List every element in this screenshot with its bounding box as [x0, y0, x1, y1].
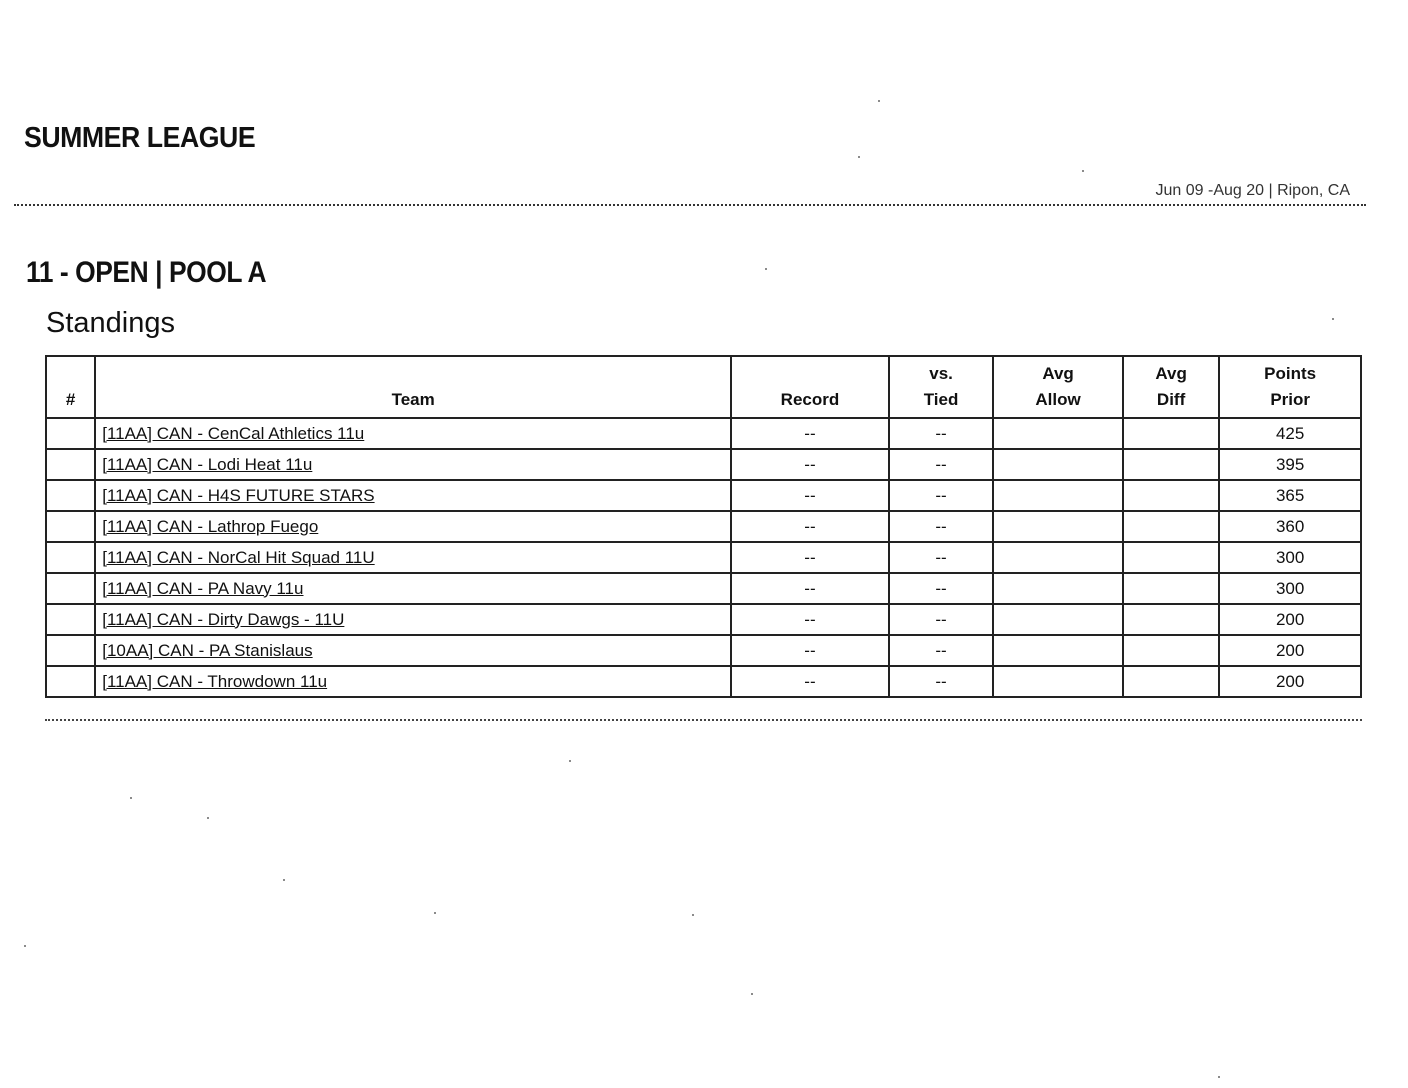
- scan-speck: [569, 760, 571, 762]
- team-cell: [95, 573, 731, 604]
- vs-tied-cell: --: [889, 418, 993, 449]
- avg-diff-cell: [1123, 604, 1219, 635]
- scan-speck: [130, 797, 132, 799]
- team-cell: [95, 480, 731, 511]
- rank-cell: [46, 666, 95, 697]
- avg-allow-cell: [993, 480, 1123, 511]
- team-link[interactable]: [10AA] CAN - PA Stanislaus: [102, 640, 313, 660]
- avg-diff-cell: [1123, 542, 1219, 573]
- standings-table: [45, 355, 1362, 698]
- table-row: [46, 542, 1361, 573]
- scan-speck: [1082, 170, 1084, 172]
- team-link[interactable]: [11AA] CAN - Dirty Dawgs - 11U: [102, 609, 345, 629]
- header-points-prior-line2: Prior: [1270, 390, 1310, 409]
- team-link[interactable]: [11AA] CAN - NorCal Hit Squad 11U: [102, 547, 375, 567]
- team-cell: [95, 542, 731, 573]
- table-row: [46, 511, 1361, 542]
- header-avg-diff-line2: Diff: [1156, 390, 1186, 409]
- header-record-label: Record: [780, 390, 840, 409]
- avg-diff-cell: [1123, 449, 1219, 480]
- points-prior-cell: 395: [1219, 449, 1361, 480]
- scan-speck: [434, 912, 436, 914]
- record-cell: --: [731, 635, 889, 666]
- record-cell: --: [731, 604, 889, 635]
- team-link[interactable]: [11AA] CAN - Lodi Heat 11u: [102, 454, 313, 474]
- table-row: [46, 635, 1361, 666]
- vs-tied-cell: --: [889, 573, 993, 604]
- avg-diff-cell: [1123, 480, 1219, 511]
- table-row: [46, 573, 1361, 604]
- team-cell: [95, 666, 731, 697]
- points-prior-cell: 200: [1219, 635, 1361, 666]
- header-avg-allow-line1: Avg: [1042, 364, 1074, 383]
- avg-diff-cell: [1123, 573, 1219, 604]
- vs-tied-cell: --: [889, 604, 993, 635]
- standings-header-row: [46, 356, 1361, 418]
- pool-title: 11 - OPEN | POOL A: [26, 256, 267, 289]
- rank-cell: [46, 542, 95, 573]
- record-cell: --: [731, 511, 889, 542]
- avg-diff-cell: [1123, 418, 1219, 449]
- scan-speck: [751, 993, 753, 995]
- table-row: [46, 604, 1361, 635]
- header-points-prior: [1219, 356, 1361, 418]
- avg-diff-cell: [1123, 666, 1219, 697]
- team-cell: [95, 604, 731, 635]
- scan-speck: [283, 879, 285, 881]
- rank-cell: [46, 511, 95, 542]
- header-vs-tied-line1: vs.: [929, 364, 953, 383]
- team-cell: [95, 418, 731, 449]
- vs-tied-cell: --: [889, 511, 993, 542]
- event-date-location: Jun 09 -Aug 20 | Ripon, CA: [1155, 182, 1350, 199]
- header-rank: [46, 356, 95, 418]
- record-cell: --: [731, 418, 889, 449]
- points-prior-cell: 425: [1219, 418, 1361, 449]
- record-cell: --: [731, 666, 889, 697]
- record-cell: --: [731, 573, 889, 604]
- header-record: [731, 356, 889, 418]
- standings-heading: Standings: [46, 307, 175, 339]
- rank-cell: [46, 480, 95, 511]
- table-row: [46, 666, 1361, 697]
- rank-cell: [46, 573, 95, 604]
- rank-cell: [46, 635, 95, 666]
- points-prior-cell: 365: [1219, 480, 1361, 511]
- team-link[interactable]: [11AA] CAN - PA Navy 11u: [102, 578, 304, 598]
- team-cell: [95, 635, 731, 666]
- table-row: [46, 480, 1361, 511]
- scan-speck: [692, 914, 694, 916]
- header-avg-allow: [993, 356, 1123, 418]
- avg-allow-cell: [993, 449, 1123, 480]
- team-link[interactable]: [11AA] CAN - Lathrop Fuego: [102, 516, 319, 536]
- scan-speck: [24, 945, 26, 947]
- header-vs-tied-line2: Tied: [923, 390, 959, 409]
- team-cell: [95, 449, 731, 480]
- avg-allow-cell: [993, 418, 1123, 449]
- scan-speck: [878, 100, 880, 102]
- league-title: SUMMER LEAGUE: [24, 122, 256, 154]
- rank-cell: [46, 449, 95, 480]
- record-cell: --: [731, 542, 889, 573]
- table-row: [46, 449, 1361, 480]
- avg-allow-cell: [993, 542, 1123, 573]
- points-prior-cell: 360: [1219, 511, 1361, 542]
- header-points-prior-line1: Points: [1264, 364, 1317, 383]
- header-rank-label: #: [65, 390, 76, 409]
- team-cell: [95, 511, 731, 542]
- vs-tied-cell: --: [889, 635, 993, 666]
- points-prior-cell: 300: [1219, 542, 1361, 573]
- points-prior-cell: 200: [1219, 604, 1361, 635]
- record-cell: --: [731, 480, 889, 511]
- team-link[interactable]: [11AA] CAN - Throwdown 11u: [102, 671, 328, 691]
- header-avg-allow-line2: Allow: [1035, 390, 1081, 409]
- scan-speck: [858, 156, 860, 158]
- vs-tied-cell: --: [889, 666, 993, 697]
- record-cell: --: [731, 449, 889, 480]
- header-divider: [14, 204, 1366, 206]
- header-avg-diff-line1: Avg: [1155, 364, 1187, 383]
- header-team-label: Team: [391, 390, 435, 409]
- points-prior-cell: 200: [1219, 666, 1361, 697]
- scan-speck: [1332, 318, 1334, 320]
- avg-allow-cell: [993, 666, 1123, 697]
- rank-cell: [46, 604, 95, 635]
- avg-allow-cell: [993, 511, 1123, 542]
- scan-speck: [1218, 1076, 1220, 1078]
- team-link[interactable]: [11AA] CAN - CenCal Athletics 11u: [102, 423, 365, 443]
- avg-allow-cell: [993, 635, 1123, 666]
- vs-tied-cell: --: [889, 542, 993, 573]
- header-team: [95, 356, 731, 418]
- scan-speck: [765, 268, 767, 270]
- vs-tied-cell: --: [889, 449, 993, 480]
- table-row: [46, 418, 1361, 449]
- scan-speck: [207, 817, 209, 819]
- team-link[interactable]: [11AA] CAN - H4S FUTURE STARS: [102, 485, 375, 505]
- avg-allow-cell: [993, 573, 1123, 604]
- avg-diff-cell: [1123, 635, 1219, 666]
- header-avg-diff: [1123, 356, 1219, 418]
- rank-cell: [46, 418, 95, 449]
- header-vs-tied: [889, 356, 993, 418]
- avg-allow-cell: [993, 604, 1123, 635]
- vs-tied-cell: --: [889, 480, 993, 511]
- points-prior-cell: 300: [1219, 573, 1361, 604]
- avg-diff-cell: [1123, 511, 1219, 542]
- footer-divider: [45, 719, 1362, 721]
